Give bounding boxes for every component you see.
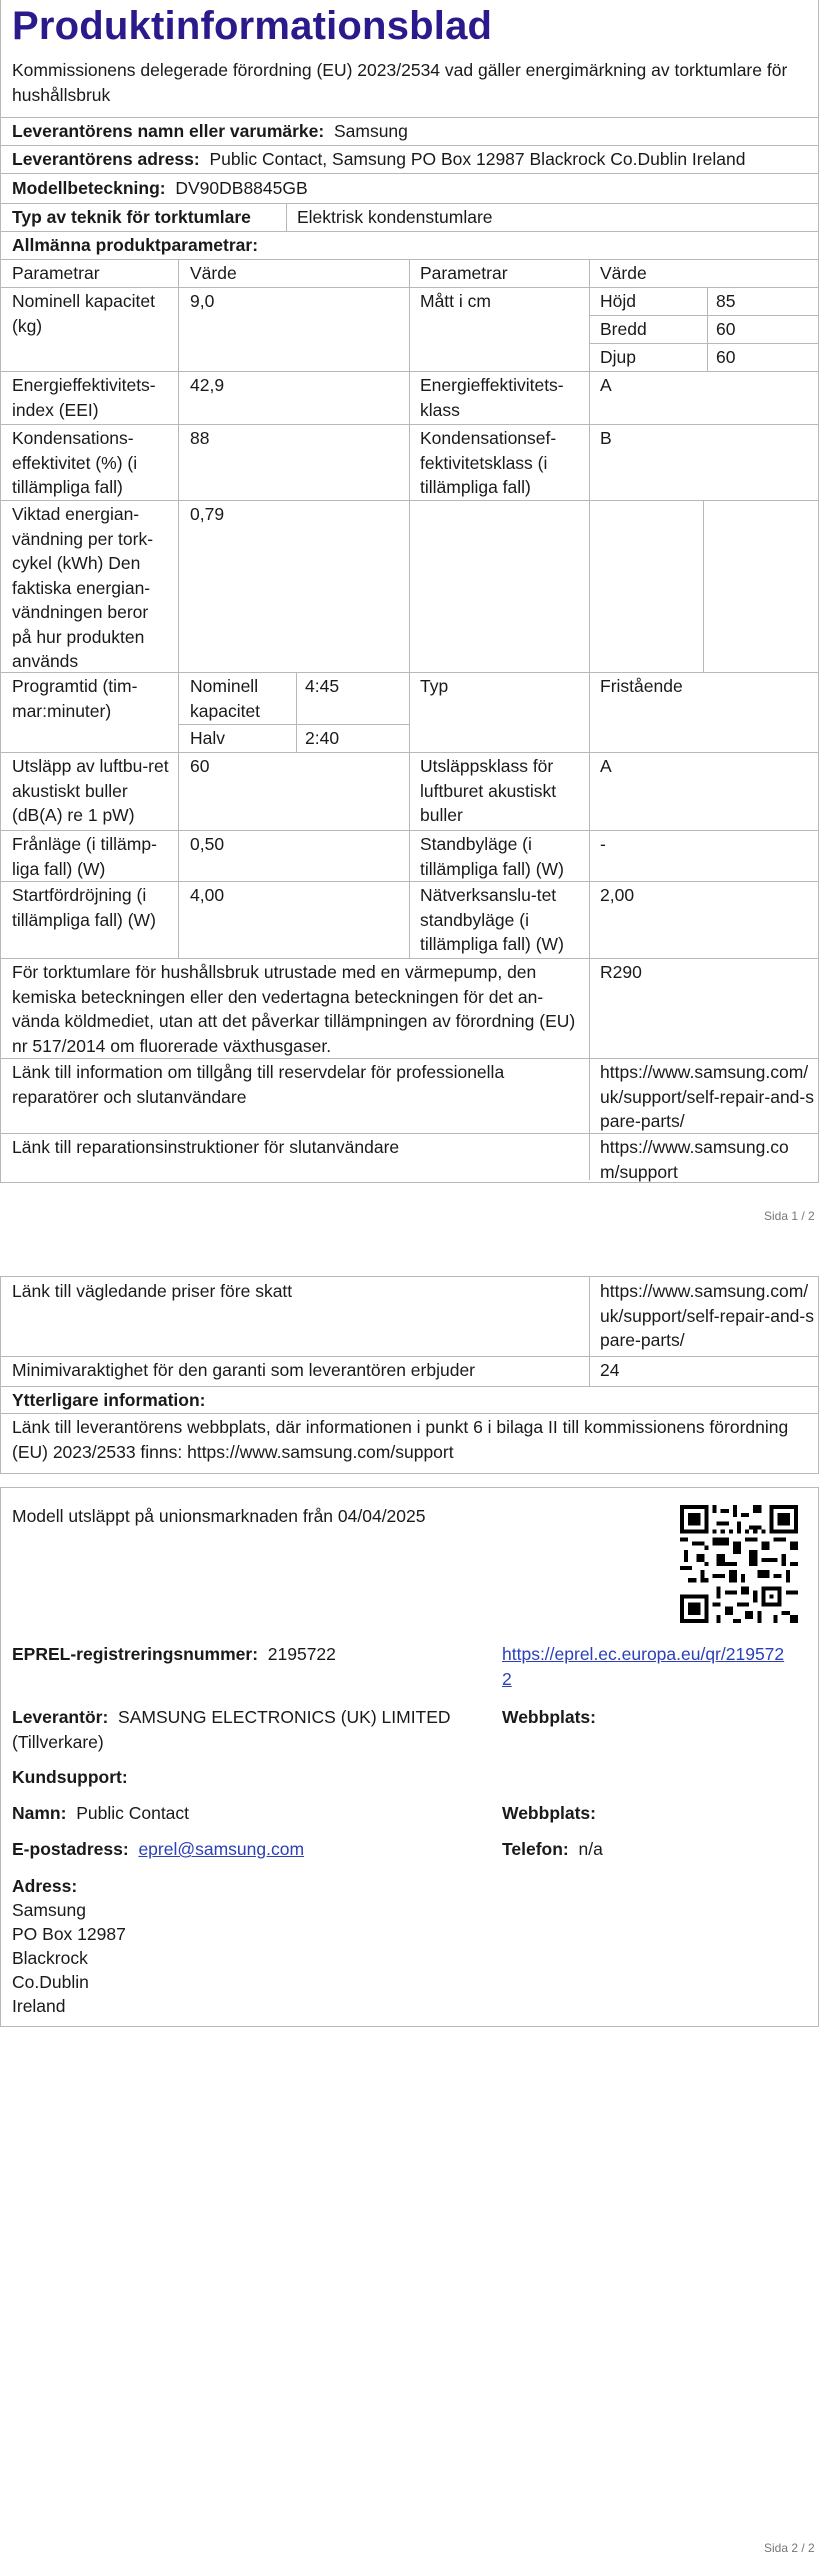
depth-label: Djup <box>600 347 636 367</box>
address-line: PO Box 12987 <box>12 1924 126 1944</box>
customer-support-label: Kundsupport: <box>12 1767 128 1787</box>
noise-value: 60 <box>190 756 210 776</box>
condensation-label: Kondensations-effektivitet (%) (i tillämpliga fall) <box>12 428 138 497</box>
off-mode-label: Frånläge (i tillämp-liga fall) (W) <box>12 834 157 879</box>
th-value-2: Värde <box>600 263 647 283</box>
address-label: Adress: <box>12 1876 78 1896</box>
support-website-label: Webbplats: <box>502 1803 596 1823</box>
email-row <box>12 1837 304 1862</box>
email-label: E-postadress: <box>12 1839 129 1859</box>
width-value: 60 <box>716 319 736 339</box>
supplier-name-label: Leverantörens namn eller varumärke: <box>12 121 325 141</box>
eprel-reg-value: 2195722 <box>267 1644 336 1664</box>
supplier-address-label: Leverantörens adress: <box>12 149 200 169</box>
warranty-label: Minimivaraktighet för den garanti som leverantören erbjuder <box>12 1360 476 1380</box>
eprel-reg-label: EPREL-registreringsnummer: <box>12 1644 259 1664</box>
depth-value: 60 <box>716 347 736 367</box>
phone-row <box>502 1837 603 1862</box>
warranty-value: 24 <box>600 1360 620 1380</box>
page-subtitle: Kommissionens delegerade förordning (EU) 2023/2534 vad gäller energimärkning av torktumlare för hushållsbruk <box>12 60 788 105</box>
type-value: Fristående <box>600 676 683 696</box>
noise-class-label: Utsläppsklass för luftburet akustiskt buller <box>420 756 557 825</box>
address-line: Co.Dublin <box>12 1972 89 1992</box>
type-label: Typ <box>420 676 449 696</box>
repair-instructions-text: Länk till reparationsinstruktioner för slutanvändare <box>12 1137 400 1157</box>
page-2-number: Sida 2 / 2 <box>764 2541 815 2555</box>
network-standby-value: 2,00 <box>600 885 635 905</box>
address-line: Samsung <box>12 1900 86 1920</box>
program-full-label: Nominell kapacitet <box>190 676 261 721</box>
page-title: Produktinformationsblad <box>12 4 493 48</box>
condensation-value: 88 <box>190 428 210 448</box>
eprel-supplier-label: Leverantör: <box>12 1707 109 1727</box>
additional-info-text: Länk till leverantörens webbplats, där informationen i punkt 6 i bilaga II till kommissionens förordning (EU) 2023/2533 finns: https://www.samsung.com/support <box>12 1417 789 1462</box>
width-label: Bredd <box>600 319 647 339</box>
market-release-date: Modell utsläppt på unionsmarknaden från 04/04/2025 <box>12 1506 426 1526</box>
supplier-name-value: Samsung <box>333 121 408 141</box>
refrigerant-value: R290 <box>600 962 642 982</box>
eei-value: 42,9 <box>190 375 225 395</box>
energy-class-label: Energieffektivitets-klass <box>420 375 564 420</box>
page-1-number: Sida 1 / 2 <box>764 1209 815 1223</box>
email-link[interactable]: eprel@samsung.com <box>138 1839 305 1859</box>
prices-link[interactable]: https://www.samsung.com/uk/support/self-repair-and-spare-parts/ <box>600 1281 814 1350</box>
phone-value: n/a <box>578 1839 603 1859</box>
contact-name-label: Namn: <box>12 1803 67 1823</box>
program-duration-label: Programtid (tim-mar:minuter) <box>12 676 138 721</box>
eprel-supplier-row <box>12 1705 492 1754</box>
model-value: DV90DB8845GB <box>175 178 308 198</box>
supplier-address-value: Public Contact, Samsung PO Box 12987 Blackrock Co.Dublin Ireland <box>209 149 746 169</box>
height-label: Höjd <box>600 291 636 311</box>
supplier-name-row <box>12 119 408 144</box>
standby-value: - <box>600 834 606 854</box>
program-half-value: 2:40 <box>305 728 340 748</box>
energy-class-value: A <box>600 375 612 395</box>
capacity-label: Nominell kapacitet (kg) <box>12 291 155 336</box>
eprel-supplier-value: SAMSUNG ELECTRONICS (UK) LIMITED (Tillverkare) <box>12 1707 451 1752</box>
general-params-label: Allmänna produktparametrar: <box>12 235 259 255</box>
tech-value: Elektrisk kondenstumlare <box>297 207 493 227</box>
program-half-label: Halv <box>190 728 226 748</box>
height-value: 85 <box>716 291 736 311</box>
delay-start-label: Startfördröjning (i tillämpliga fall) (W) <box>12 885 156 930</box>
delay-start-value: 4,00 <box>190 885 225 905</box>
capacity-value: 9,0 <box>190 291 215 311</box>
weighted-energy-value: 0,79 <box>190 504 225 524</box>
eprel-reg-row <box>12 1642 336 1667</box>
spare-parts-link[interactable]: https://www.samsung.com/uk/support/self-repair-and-spare-parts/ <box>600 1062 814 1131</box>
supplier-address-row <box>12 147 745 172</box>
eprel-website-label: Webbplats: <box>502 1707 596 1727</box>
program-full-value: 4:45 <box>305 676 340 696</box>
qr-code <box>680 1505 798 1623</box>
network-standby-label: Nätverksanslu-tet standbyläge (i tillämpliga fall) (W) <box>420 885 564 954</box>
contact-name-row <box>12 1801 189 1826</box>
eprel-qr-link[interactable]: https://eprel.ec.europa.eu/qr/2195722 <box>502 1644 785 1689</box>
noise-class-value: A <box>600 756 612 776</box>
dims-label: Mått i cm <box>420 291 491 311</box>
eei-label: Energieffektivitets-index (EEI) <box>12 375 156 420</box>
condensation-class-label: Kondensationsef-fektivitetsklass (i tillämpliga fall) <box>420 428 557 497</box>
th-param-1: Parametrar <box>12 263 100 283</box>
model-label: Modellbeteckning: <box>12 178 166 198</box>
phone-label: Telefon: <box>502 1839 569 1859</box>
noise-label: Utsläpp av luftbu-ret akustiskt buller (dB(A) re 1 pW) <box>12 756 169 825</box>
th-param-2: Parametrar <box>420 263 508 283</box>
tech-label: Typ av teknik för torktumlare <box>12 207 251 227</box>
standby-label: Standbyläge (i tillämpliga fall) (W) <box>420 834 564 879</box>
condensation-class-value: B <box>600 428 612 448</box>
address-line: Blackrock <box>12 1948 88 1968</box>
spare-parts-label: Länk till information om tillgång till reservdelar för professionella reparatörer och slutanvändare <box>12 1062 505 1107</box>
prices-label: Länk till vägledande priser före skatt <box>12 1281 293 1301</box>
off-mode-value: 0,50 <box>190 834 225 854</box>
weighted-energy-label: Viktad energian-vändning per tork-cykel (kWh) Den faktiska energian-vändningen beror på hur produkten används <box>12 504 154 671</box>
additional-info-label: Ytterligare information: <box>12 1390 206 1410</box>
contact-name-value: Public Contact <box>76 1803 190 1823</box>
model-row <box>12 176 308 201</box>
repair-instructions-link[interactable]: https://www.samsung.com/support <box>600 1137 789 1182</box>
address-line: Ireland <box>12 1996 66 2016</box>
refrigerant-label: För torktumlare för hushållsbruk utrustade med en värmepump, den kemiska beteckningen eller den vedertagna beteckningen för det an-vända köldmediet, utan att det påverkar tillämpningen av förordning (EU) nr 517/2014 om fluorerade växthusgaser. <box>12 962 576 1056</box>
th-value-1: Värde <box>190 263 237 283</box>
